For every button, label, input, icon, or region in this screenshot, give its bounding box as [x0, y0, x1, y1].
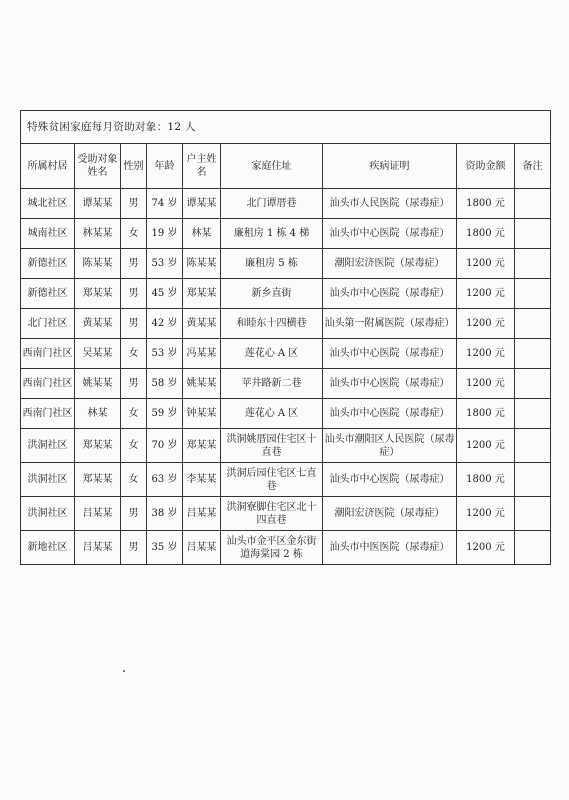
cell-head: 姚某某 — [183, 369, 221, 399]
cell-remark — [515, 249, 551, 279]
cell-gender: 男 — [121, 309, 147, 339]
table-row — [21, 399, 551, 429]
cell-age: 35 岁 — [147, 531, 183, 565]
cell-gender: 男 — [121, 249, 147, 279]
cell-disease: 汕头市潮阳区人民医院（尿毒症） — [323, 429, 457, 463]
cell-name: 郑某某 — [75, 279, 121, 309]
cell-gender: 女 — [121, 339, 147, 369]
cell-head: 林某 — [183, 219, 221, 249]
cell-gender: 男 — [121, 369, 147, 399]
cell-name: 林某某 — [75, 219, 121, 249]
table-row — [21, 497, 551, 531]
cell-disease: 潮阳宏济医院（尿毒症） — [323, 249, 457, 279]
cell-head: 冯某某 — [183, 339, 221, 369]
cell-age: 38 岁 — [147, 497, 183, 531]
cell-village: 洪洞社区 — [21, 429, 75, 463]
header-row — [21, 144, 551, 189]
cell-remark — [515, 309, 551, 339]
header-gender: 性别 — [121, 144, 147, 189]
cell-gender: 男 — [121, 189, 147, 219]
table-row — [21, 339, 551, 369]
cell-village: 新德社区 — [21, 279, 75, 309]
cell-gender: 男 — [121, 531, 147, 565]
cell-address: 廉租房 1 栋 4 梯 — [221, 219, 323, 249]
cell-amount: 1200 元 — [457, 249, 515, 279]
cell-address: 新乡直街 — [221, 279, 323, 309]
cell-disease: 汕头市中心医院（尿毒症） — [323, 463, 457, 497]
cell-name: 黄某某 — [75, 309, 121, 339]
cell-disease: 汕头市人民医院（尿毒症） — [323, 189, 457, 219]
header-disease: 疾病证明 — [323, 144, 457, 189]
table-row — [21, 219, 551, 249]
cell-gender: 男 — [121, 497, 147, 531]
cell-remark — [515, 279, 551, 309]
cell-amount: 1200 元 — [457, 279, 515, 309]
assistance-table — [20, 110, 551, 565]
cell-amount: 1200 元 — [457, 429, 515, 463]
scan-speck — [123, 670, 125, 672]
table-row — [21, 369, 551, 399]
cell-age: 45 岁 — [147, 279, 183, 309]
cell-gender: 女 — [121, 429, 147, 463]
cell-amount: 1800 元 — [457, 463, 515, 497]
cell-disease: 汕头市中心医院（尿毒症） — [323, 339, 457, 369]
cell-remark — [515, 463, 551, 497]
header-head: 户主姓名 — [183, 144, 221, 189]
cell-remark — [515, 219, 551, 249]
cell-address: 汕头市金平区金东街道海棠园 2 栋 — [221, 531, 323, 565]
table-row — [21, 309, 551, 339]
cell-head: 李某某 — [183, 463, 221, 497]
cell-amount: 1800 元 — [457, 219, 515, 249]
cell-remark — [515, 189, 551, 219]
cell-head: 谭某某 — [183, 189, 221, 219]
cell-head: 吕某某 — [183, 531, 221, 565]
cell-address: 廉租房 5 栋 — [221, 249, 323, 279]
cell-village: 新德社区 — [21, 249, 75, 279]
cell-disease: 汕头第一附属医院（尿毒症） — [323, 309, 457, 339]
cell-head: 黄某某 — [183, 309, 221, 339]
cell-amount: 1200 元 — [457, 339, 515, 369]
cell-village: 洪洞社区 — [21, 497, 75, 531]
cell-address: 莲花心 A 区 — [221, 399, 323, 429]
cell-head: 郑某某 — [183, 429, 221, 463]
cell-remark — [515, 369, 551, 399]
cell-disease: 汕头市中心医院（尿毒症） — [323, 369, 457, 399]
table-title: 特殊贫困家庭每月资助对象：12 人 — [21, 111, 551, 144]
cell-name: 郑某某 — [75, 463, 121, 497]
cell-head: 陈某某 — [183, 249, 221, 279]
cell-gender: 男 — [121, 279, 147, 309]
table-row — [21, 463, 551, 497]
table-row — [21, 189, 551, 219]
cell-age: 74 岁 — [147, 189, 183, 219]
cell-address: 和睦东十四横巷 — [221, 309, 323, 339]
cell-age: 59 岁 — [147, 399, 183, 429]
cell-age: 58 岁 — [147, 369, 183, 399]
cell-remark — [515, 429, 551, 463]
cell-address: 洪洞姚厝园住宅区十直巷 — [221, 429, 323, 463]
cell-village: 新地社区 — [21, 531, 75, 565]
cell-village: 西南门社区 — [21, 369, 75, 399]
cell-amount: 1200 元 — [457, 531, 515, 565]
cell-age: 42 岁 — [147, 309, 183, 339]
cell-remark — [515, 399, 551, 429]
cell-address: 苹井路新二巷 — [221, 369, 323, 399]
table-row — [21, 279, 551, 309]
cell-name: 姚某某 — [75, 369, 121, 399]
cell-head: 吕某某 — [183, 497, 221, 531]
cell-age: 70 岁 — [147, 429, 183, 463]
cell-age: 63 岁 — [147, 463, 183, 497]
cell-age: 53 岁 — [147, 249, 183, 279]
table-row — [21, 429, 551, 463]
cell-name: 林某 — [75, 399, 121, 429]
cell-amount: 1800 元 — [457, 189, 515, 219]
cell-gender: 女 — [121, 399, 147, 429]
cell-disease: 汕头市中医医院（尿毒症） — [323, 531, 457, 565]
cell-disease: 汕头市中心医院（尿毒症） — [323, 279, 457, 309]
cell-amount: 1200 元 — [457, 309, 515, 339]
cell-remark — [515, 531, 551, 565]
cell-address: 洪洞寮脚住宅区北十四直巷 — [221, 497, 323, 531]
cell-village: 城北社区 — [21, 189, 75, 219]
cell-address: 北门谭厝巷 — [221, 189, 323, 219]
cell-address: 洪洞后园住宅区七直巷 — [221, 463, 323, 497]
table-row — [21, 249, 551, 279]
cell-age: 53 岁 — [147, 339, 183, 369]
cell-amount: 1800 元 — [457, 399, 515, 429]
table-row — [21, 531, 551, 565]
cell-gender: 女 — [121, 463, 147, 497]
cell-name: 吕某某 — [75, 531, 121, 565]
cell-name: 郑某某 — [75, 429, 121, 463]
cell-disease: 汕头市中心医院（尿毒症） — [323, 399, 457, 429]
cell-village: 西南门社区 — [21, 399, 75, 429]
cell-village: 北门社区 — [21, 309, 75, 339]
cell-name: 吴某某 — [75, 339, 121, 369]
cell-remark — [515, 497, 551, 531]
cell-name: 陈某某 — [75, 249, 121, 279]
header-village: 所属村居 — [21, 144, 75, 189]
cell-village: 城南社区 — [21, 219, 75, 249]
cell-head: 郑某某 — [183, 279, 221, 309]
cell-disease: 汕头市中心医院（尿毒症） — [323, 219, 457, 249]
cell-disease: 潮阳宏济医院（尿毒症） — [323, 497, 457, 531]
header-name: 受助对象姓名 — [75, 144, 121, 189]
cell-village: 西南门社区 — [21, 339, 75, 369]
document-table-wrap — [20, 110, 550, 565]
cell-name: 谭某某 — [75, 189, 121, 219]
cell-address: 莲花心 A 区 — [221, 339, 323, 369]
cell-remark — [515, 339, 551, 369]
cell-gender: 女 — [121, 219, 147, 249]
cell-village: 洪洞社区 — [21, 463, 75, 497]
header-amount: 资助金额 — [457, 144, 515, 189]
cell-head: 钟某某 — [183, 399, 221, 429]
cell-age: 19 岁 — [147, 219, 183, 249]
cell-amount: 1200 元 — [457, 369, 515, 399]
header-age: 年龄 — [147, 144, 183, 189]
cell-amount: 1200 元 — [457, 497, 515, 531]
cell-name: 吕某某 — [75, 497, 121, 531]
header-remark: 备注 — [515, 144, 551, 189]
header-address: 家庭住址 — [221, 144, 323, 189]
